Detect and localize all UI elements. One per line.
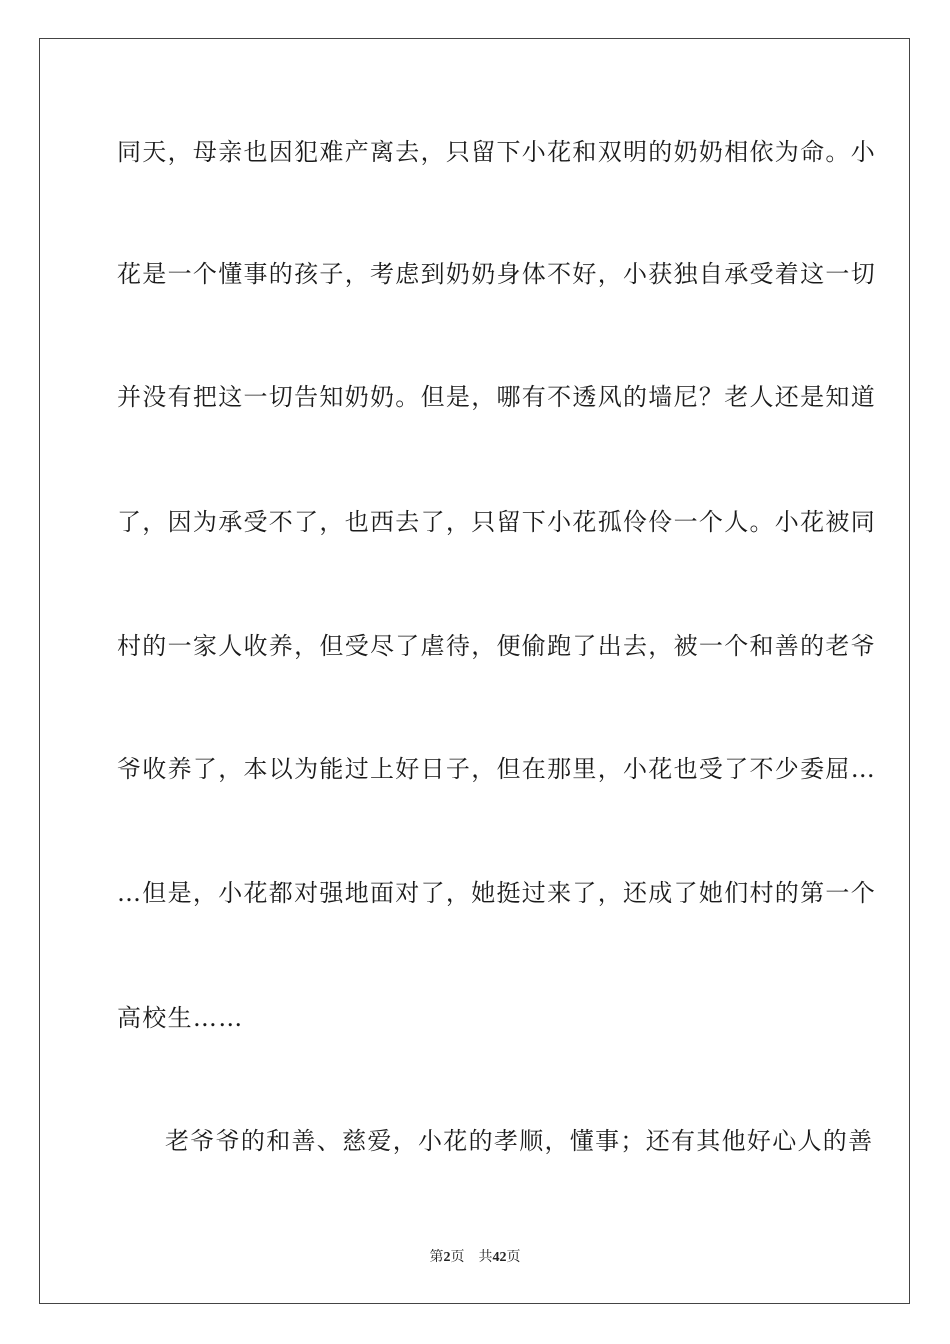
- text-line-4: 了，因为承受不了，也西去了，只留下小花孤伶伶一个人。小花被同: [117, 508, 876, 536]
- text-line-8: 高校生……: [117, 1004, 244, 1032]
- total-pages: 42: [492, 1250, 507, 1265]
- document-page: [39, 38, 910, 1304]
- page-suffix: 页: [450, 1249, 465, 1265]
- page-footer: [0, 1248, 950, 1267]
- text-line-6: 爷收养了，本以为能过上好日子，但在那里，小花也受了不少委屈…: [117, 755, 876, 783]
- text-line-5: 村的一家人收养，但受尽了虐待，便偷跑了出去，被一个和善的老爷: [117, 632, 876, 660]
- total-suffix: 页: [506, 1249, 521, 1265]
- total-prefix: 共: [478, 1249, 493, 1265]
- text-line-9: 老爷爷的和善、慈爱，小花的孝顺，懂事；还有其他好心人的善: [165, 1127, 874, 1155]
- text-line-7: …但是，小花都对强地面对了，她挺过来了，还成了她们村的第一个: [117, 879, 876, 907]
- text-line-2: 花是一个懂事的孩子，考虑到奶奶身体不好，小获独自承受着这一切: [117, 260, 876, 288]
- page-number: 2: [443, 1250, 451, 1265]
- page-prefix: 第: [429, 1249, 444, 1265]
- text-line-1: 同天，母亲也因犯难产离去，只留下小花和双明的奶奶相依为命。小: [117, 138, 876, 166]
- text-line-3: 并没有把这一切告知奶奶。但是，哪有不透风的墙尼？老人还是知道: [117, 383, 876, 411]
